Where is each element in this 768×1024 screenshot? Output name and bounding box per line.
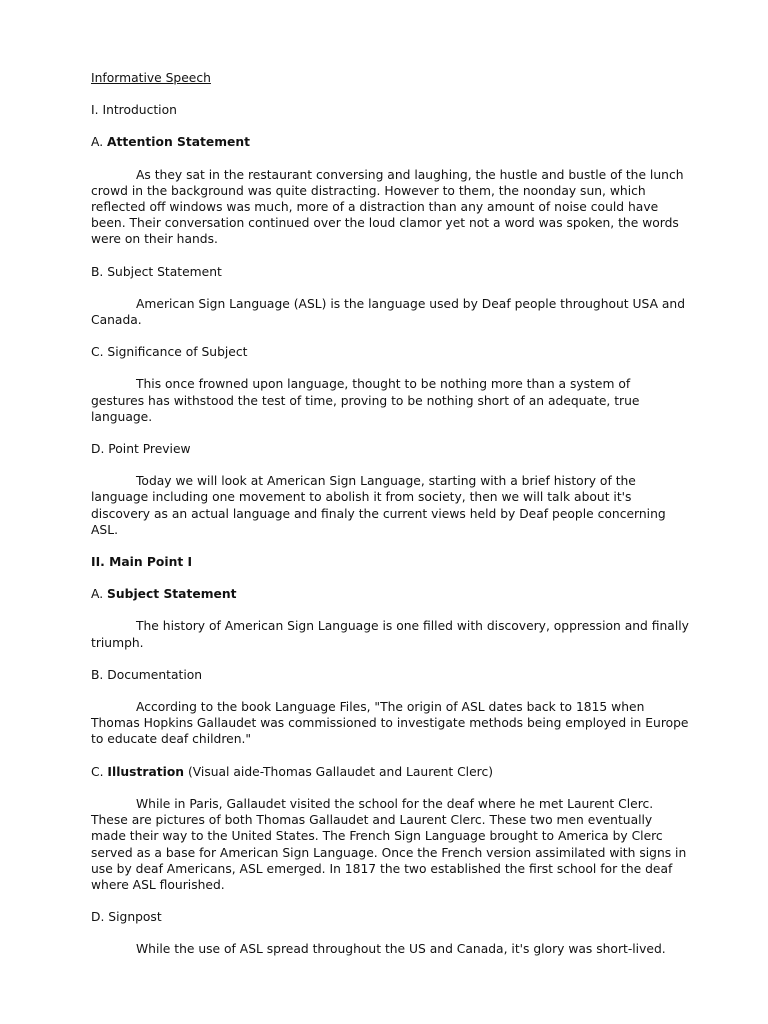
paragraph-line: reflected off windows was much, more of a distraction than any amount of noise could have <box>91 200 659 215</box>
paragraph-line: As they sat in the restaurant conversing and laughing, the hustle and bustle of the lunch <box>136 167 684 182</box>
section-heading-point-preview: D. Point Preview <box>91 442 191 457</box>
paragraph-line: The history of American Sign Language is one filled with discovery, oppression and finally <box>136 619 689 634</box>
heading-bold-text: II. Main Point I <box>91 555 193 570</box>
paragraph-line: made their way to the United States. The French Sign Language brought to America by Clerc <box>91 829 663 844</box>
paragraph-line: Today we will look at American Sign Language, starting with a brief history of the <box>136 474 636 489</box>
paragraph-line: This once frowned upon language, thought to be nothing more than a system of <box>136 377 631 392</box>
paragraph-signpost <box>91 941 681 957</box>
paragraph-illustration <box>91 796 687 893</box>
paragraph-line: use by deaf Americans, ASL emerged. In 1817 the two established the first school for the deaf <box>91 861 673 876</box>
section-heading-main-point-1 <box>91 554 681 570</box>
paragraph-line: Canada. <box>91 313 142 328</box>
heading-bold-text: Illustration <box>107 764 185 779</box>
paragraph-line: These are pictures of both Thomas Gallaudet and Laurent Clerc. These two men eventually <box>91 813 653 828</box>
section-heading-main1-subject-statement <box>91 586 681 602</box>
section-heading-significance: C. Significance of Subject <box>91 345 248 360</box>
paragraph-line: gestures has withstood the test of time, proving to be nothing short of an adequate, true <box>91 393 640 408</box>
section-heading-illustration <box>91 764 681 780</box>
heading-suffix: (Visual aide-Thomas Gallaudet and Laurent Clerc) <box>187 764 494 779</box>
heading-prefix: A. <box>91 135 104 150</box>
paragraph-line: discovery as an actual language and finaly the current views held by Deaf people concerning <box>91 506 666 521</box>
paragraph-attention <box>91 167 684 248</box>
paragraph-line: served as a base for American Sign Language. Once the French version assimilated with signs in <box>91 845 687 860</box>
paragraph-line: ASL. <box>91 522 118 537</box>
paragraph-documentation <box>91 699 689 748</box>
paragraph-main1-subject <box>91 618 689 650</box>
paragraph-line: While in Paris, Gallaudet visited the school for the deaf where he met Laurent Clerc. <box>136 796 654 811</box>
paragraph-subject <box>91 296 686 328</box>
paragraph-line: Thomas Hopkins Gallaudet was commissioned to investigate methods being employed in Europe <box>91 716 689 731</box>
heading-prefix: A. <box>91 587 104 602</box>
paragraph-line: to educate deaf children." <box>91 732 252 747</box>
paragraph-line: While the use of ASL spread throughout the US and Canada, it's glory was short-lived. <box>136 942 666 957</box>
section-heading-introduction: I. Introduction <box>91 103 177 118</box>
paragraph-line: where ASL flourished. <box>91 877 225 892</box>
section-heading-signpost: D. Signpost <box>91 910 162 925</box>
paragraph-line: crowd in the background was quite distracting. However to them, the noonday sun, which <box>91 183 646 198</box>
paragraph-line: According to the book Language Files, "The origin of ASL dates back to 1815 when <box>136 700 645 715</box>
heading-bold-text: Subject Statement <box>107 587 237 602</box>
heading-prefix: C. <box>91 764 104 779</box>
paragraph-line: American Sign Language (ASL) is the language used by Deaf people throughout USA and <box>136 296 686 311</box>
document-title: Informative Speech <box>91 71 211 85</box>
paragraph-line: triumph. <box>91 635 144 650</box>
document-page <box>91 70 689 974</box>
paragraph-line: been. Their conversation continued over the loud clamor yet not a word was spoken, the words <box>91 216 679 231</box>
paragraph-line: language. <box>91 409 153 424</box>
paragraph-significance <box>91 376 681 425</box>
section-heading-documentation: B. Documentation <box>91 667 203 682</box>
paragraph-preview <box>91 473 681 538</box>
paragraph-line: language including one movement to abolish it from society, then we will talk about it's <box>91 490 632 505</box>
section-heading-subject-statement: B. Subject Statement <box>91 264 222 279</box>
section-heading-attention-statement <box>91 134 681 150</box>
paragraph-line: were on their hands. <box>91 232 218 247</box>
heading-bold-text: Attention Statement <box>107 135 251 150</box>
